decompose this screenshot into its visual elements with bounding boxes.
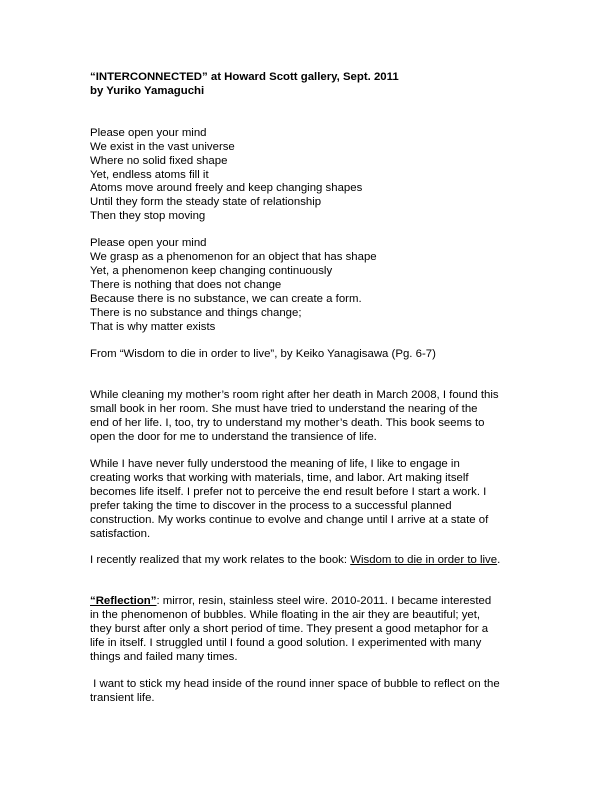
title-line-2: by Yuriko Yamaguchi bbox=[90, 84, 205, 97]
poem-line: There is no substance and things change; bbox=[90, 306, 302, 319]
paragraph-line: prefer taking the time to discover in the process to a successful planned bbox=[90, 499, 452, 512]
poem-line: Then they stop moving bbox=[90, 210, 206, 223]
paragraph-meaning-of-life bbox=[90, 458, 530, 541]
title-line-1: “INTERCONNECTED” at Howard Scott gallery, Sept. 2011 bbox=[90, 71, 399, 83]
paragraph-line bbox=[90, 595, 530, 609]
poem-line: Yet, endless atoms fill it bbox=[90, 168, 209, 181]
paragraph-line: I want to stick my head inside of the round inner space of bubble to reflect on the bbox=[90, 677, 500, 690]
poem-line: We exist in the vast universe bbox=[90, 140, 235, 153]
poem-line: Until they form the steady state of relationship bbox=[90, 196, 322, 209]
paragraph-reflection bbox=[90, 595, 530, 665]
book-relation-end: . bbox=[497, 554, 501, 567]
citation: From “Wisdom to die in order to live”, by Keiko Yanagisawa (Pg. 6-7) bbox=[90, 347, 436, 360]
poem-line: Please open your mind bbox=[90, 126, 207, 139]
poem-stanza-2 bbox=[90, 237, 530, 334]
paragraph-line: While I have never fully understood the meaning of life, I like to engage in bbox=[90, 458, 460, 471]
poem-line: That is why matter exists bbox=[90, 320, 216, 333]
poem-line: We grasp as a phenomenon for an object that has shape bbox=[90, 251, 377, 264]
document-page bbox=[90, 71, 530, 706]
paragraph-line: While cleaning my mother’s room right after her death in March 2008, I found this bbox=[90, 389, 499, 402]
poem-stanza-1 bbox=[90, 127, 530, 224]
paragraph-line: construction. My works continue to evolve and change until I arrive at a state of bbox=[90, 513, 489, 526]
paragraph-line: things and failed many times. bbox=[90, 651, 238, 663]
paragraph-mother bbox=[90, 389, 530, 445]
paragraph-line: life in itself. I struggled until I found a good solution. I experimented with many bbox=[90, 637, 482, 650]
paragraph-line: becomes life itself. I prefer not to perceive the end result before I start a work. I bbox=[90, 485, 487, 498]
paragraph-line: creating works that working with materials, time, and labor. Art making itself bbox=[90, 471, 469, 484]
paragraph-line: satisfaction. bbox=[90, 527, 151, 540]
paragraph-line: transient life. bbox=[90, 691, 155, 704]
paragraph-book-relation bbox=[90, 554, 530, 568]
reflection-materials: : mirror, resin, stainless steel wire. 2010-2011. I became interested bbox=[156, 595, 492, 608]
poem-line: Atoms move around freely and keep changing shapes bbox=[90, 182, 363, 195]
paragraph-line: they burst after only a short period of time. They present a good metaphor for a bbox=[90, 623, 489, 636]
poem-line: Please open your mind bbox=[90, 237, 207, 250]
book-relation-text: I recently realized that my work relates to the book: bbox=[90, 554, 351, 567]
poem-line: Where no solid fixed shape bbox=[90, 154, 228, 167]
reflection-title: “Reflection” bbox=[90, 595, 157, 608]
paragraph-line: in the phenomenon of bubbles. While floating in the air they are beautiful; yet, bbox=[90, 609, 481, 622]
poem-line: There is nothing that does not change bbox=[90, 278, 282, 291]
poem-line: Because there is no substance, we can create a form. bbox=[90, 292, 362, 305]
document-title bbox=[90, 71, 530, 99]
book-title: Wisdom to die in order to live bbox=[350, 554, 498, 567]
paragraph-bubble-head bbox=[90, 678, 530, 706]
poem-line: Yet, a phenomenon keep changing continuously bbox=[90, 264, 333, 277]
paragraph-line: small book in her room. She must have tried to understand the nearing of the bbox=[90, 403, 478, 416]
paragraph-line: open the door for me to understand the transience of life. bbox=[90, 431, 377, 444]
paragraph-line: end of her life. I, too, try to understand my mother’s death. This book seems to bbox=[90, 417, 485, 430]
